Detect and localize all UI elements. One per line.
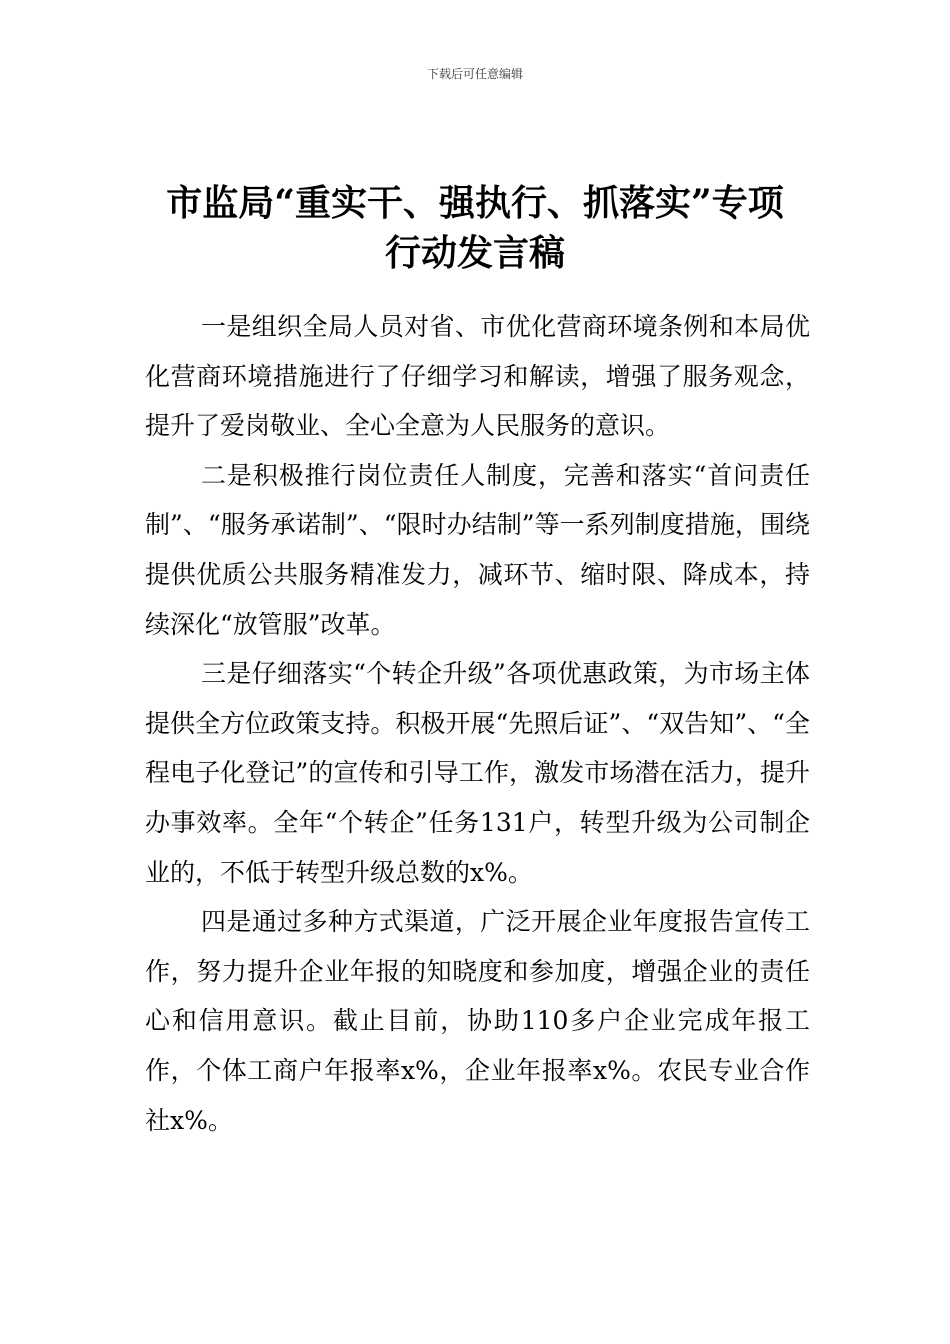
title-line-1: 市监局“重实干、强执行、抓落实”专项 xyxy=(166,182,784,224)
header-note: 下载后可任意编辑 xyxy=(426,67,523,81)
paragraph-2: 二是积极推行岗位责任人制度，完善和落实“首问责任制”、“服务承诺制”、“限时办结制”等一系列制度措施，围绕提供优质公共服务精准发力，减环节、缩时限、降成本，持续深化“放管服”改革。 xyxy=(145,460,810,639)
document-body xyxy=(145,302,810,1145)
title-line-2: 行动发言稿 xyxy=(384,232,565,274)
paragraph-3: 三是仔细落实“个转企升级”各项优惠政策，为市场主体提供全方位政策支持。积极开展“先照后证”、“双告知”、“全程电子化登记”的宣传和引导工作，激发市场潜在活力，提升办事效率。全年“个转企”任务131户，转型升级为公司制企业的，不低于转型升级总数的x%。 xyxy=(145,659,810,887)
paragraph-4: 四是通过多种方式渠道，广泛开展企业年度报告宣传工作，努力提升企业年报的知晓度和参加度，增强企业的责任心和信用意识。截止目前，协助110多户企业完成年报工作，个体工商户年报率x%，企业年报率x%。农民专业合作社x%。 xyxy=(145,907,810,1135)
document-title xyxy=(0,178,950,278)
paragraph-1: 一是组织全局人员对省、市优化营商环境条例和本局优化营商环境措施进行了仔细学习和解读，增强了服务观念，提升了爱岗敬业、全心全意为人民服务的意识。 xyxy=(145,312,810,441)
